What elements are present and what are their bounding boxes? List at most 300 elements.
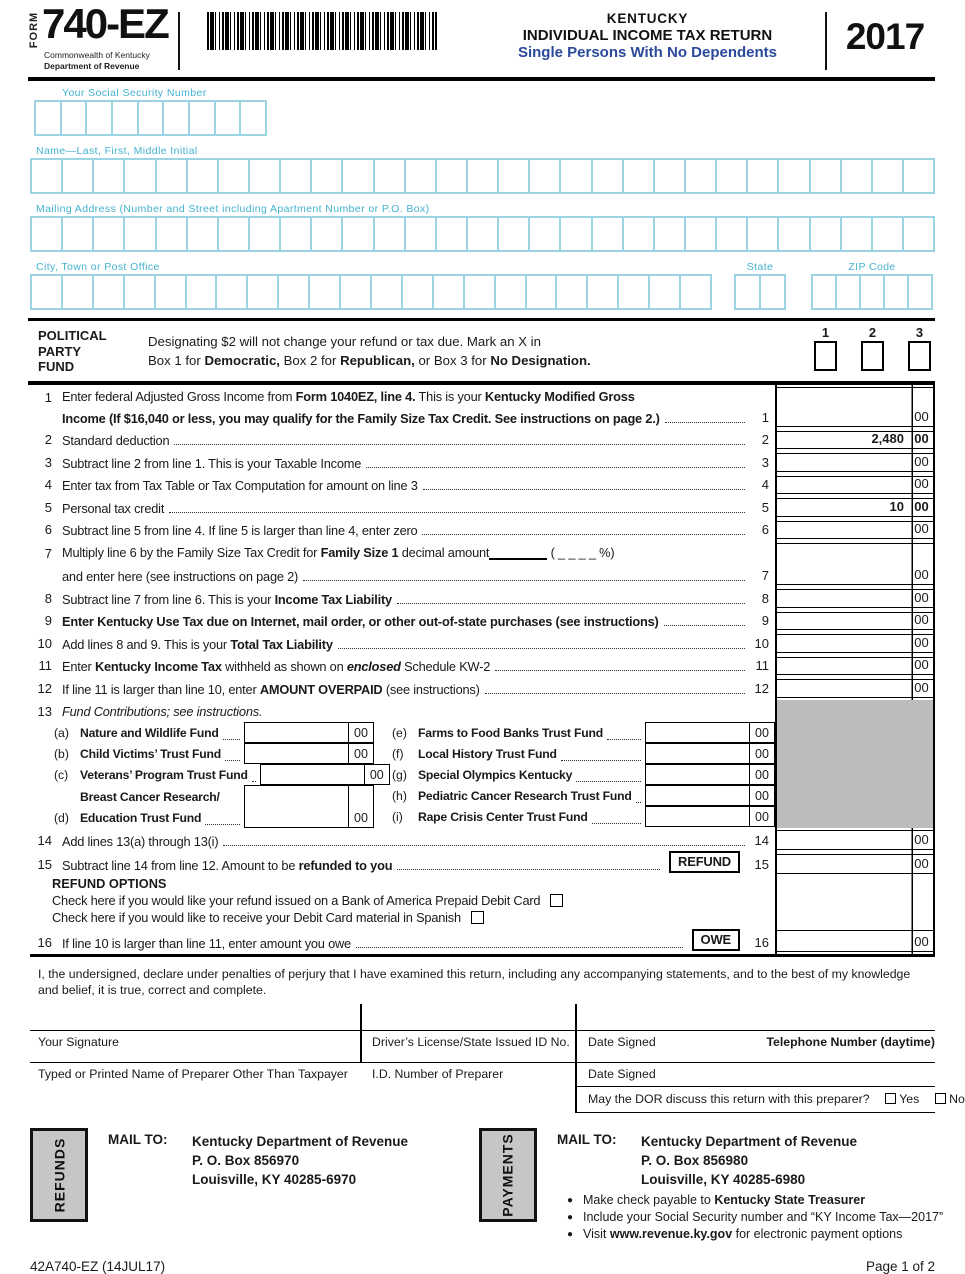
zip-box-cell[interactable] — [885, 276, 909, 308]
line-10-amount-field[interactable] — [777, 634, 933, 653]
line-9-dollars — [777, 627, 910, 629]
ssn-field-row — [30, 87, 935, 136]
address-box-cell[interactable] — [437, 218, 468, 250]
name-box-cell[interactable] — [468, 160, 499, 192]
city-box-cell[interactable] — [650, 276, 681, 308]
line-11-cents: 00 — [914, 657, 929, 672]
line-2-number-right: 2 — [761, 432, 769, 447]
line-5-text1: Personal tax credit — [62, 500, 165, 516]
dotted-leader — [485, 693, 745, 694]
line-7-number-left: 7 — [44, 546, 52, 561]
fund-amount-box — [645, 785, 775, 806]
line-1-number-left: 1 — [44, 389, 52, 405]
refunds-mailto-label: MAIL TO: — [108, 1131, 168, 1147]
address-box-cell[interactable] — [561, 218, 592, 250]
fund-item-c — [54, 764, 384, 785]
city-box-cell[interactable] — [217, 276, 248, 308]
state-label: State — [746, 260, 774, 273]
dor-yes-checkbox[interactable] — [885, 1093, 896, 1104]
dotted-leader — [225, 760, 240, 761]
line-14-text — [52, 828, 750, 852]
form-lines-table — [30, 385, 935, 957]
political-box-column — [814, 325, 837, 371]
payments-tab — [479, 1128, 537, 1222]
address-box-cell[interactable] — [468, 218, 499, 250]
address-box-grid — [30, 216, 935, 252]
fund-item-label: Special Olympics Kentucky — [418, 767, 573, 782]
political-box-number: 2 — [868, 325, 877, 340]
city-box-cell[interactable] — [63, 276, 94, 308]
fund-amount-field[interactable] — [245, 744, 348, 763]
refunds-mail-block — [30, 1128, 455, 1243]
line-14-amount-cell — [775, 828, 935, 852]
line-16-cents: 00 — [914, 933, 929, 949]
fund-amount-cents: 00 — [749, 786, 774, 805]
political-text-line1: Designating $2 will not change your refund or tax due. Mark an X in — [148, 334, 541, 349]
name-box-cell[interactable] — [125, 160, 156, 192]
fund-item-label: Rape Crisis Center Trust Fund — [418, 809, 588, 824]
city-box-cell[interactable] — [94, 276, 125, 308]
line-5-dollars: 10 — [889, 498, 904, 514]
political-box-number: 3 — [915, 325, 924, 340]
line-3-text1: Subtract line 2 from line 1. This is your Taxable Income — [62, 455, 362, 471]
fund-amount-field[interactable] — [646, 723, 749, 742]
date-signed-label[interactable]: Date Signed — [588, 1066, 656, 1081]
telephone-label[interactable]: Telephone Number (daytime) — [766, 1034, 935, 1049]
line-5-number-right: 5 — [761, 499, 769, 515]
form-vertical-label: FORM — [28, 11, 41, 49]
fund-item-letter: (b) — [54, 746, 69, 761]
refund-option-checkbox-1[interactable] — [550, 894, 563, 907]
state-box-cell[interactable] — [736, 276, 761, 308]
address-box-cell[interactable] — [188, 218, 219, 250]
fund-amount-box — [645, 743, 775, 764]
political-checkbox-1[interactable] — [814, 341, 837, 371]
ssn-box-cell[interactable] — [36, 102, 62, 134]
page-footer — [30, 1259, 935, 1274]
ssn-box-cell[interactable] — [216, 102, 242, 134]
line-4-number-left: 4 — [44, 477, 52, 492]
name-box-cell[interactable] — [717, 160, 748, 192]
name-box-cell[interactable] — [281, 160, 312, 192]
city-box-cell[interactable] — [32, 276, 63, 308]
line-2-amount-cell — [775, 429, 935, 452]
line-15-number-right: 15 — [754, 856, 769, 872]
name-box-cell[interactable] — [748, 160, 779, 192]
name-box-cell[interactable] — [343, 160, 374, 192]
fund-amount-field[interactable] — [245, 786, 348, 827]
line-1-cents: 00 — [914, 408, 929, 424]
line-15-text — [52, 852, 750, 876]
line-6-dollars — [777, 536, 910, 538]
address-box-cell[interactable] — [406, 218, 437, 250]
dotted-leader — [223, 739, 240, 740]
name-box-cell[interactable] — [873, 160, 904, 192]
payments-bullet-3 — [557, 1226, 943, 1243]
line-9-amount-field[interactable] — [777, 612, 933, 631]
address-box-cell[interactable] — [125, 218, 156, 250]
address-box-cell[interactable] — [842, 218, 873, 250]
line-7-cents: 00 — [914, 567, 929, 582]
fund-item-label: Child Victims’ Trust Fund — [80, 746, 222, 761]
separator-line — [28, 77, 935, 81]
line-11-number-left: 11 — [38, 658, 52, 673]
line-7-amount-cell — [775, 541, 935, 587]
signature-rule — [30, 1030, 935, 1032]
zip-box-cell[interactable] — [813, 276, 837, 308]
address-box-cell[interactable] — [312, 218, 343, 250]
city-box-cell[interactable] — [465, 276, 496, 308]
address-box-cell[interactable] — [593, 218, 624, 250]
dotted-leader — [665, 422, 745, 423]
form-line-7 — [30, 541, 935, 587]
city-box-cell[interactable] — [588, 276, 619, 308]
signature-divider-vertical — [360, 1004, 362, 1062]
address-box-cell[interactable] — [655, 218, 686, 250]
line-14-amount-field[interactable] — [777, 830, 933, 850]
ssn-label: Your Social Security Number — [62, 86, 207, 99]
fund-item-label: Farms to Food Banks Trust Fund — [418, 725, 603, 740]
fund-item-letter: (i) — [392, 809, 403, 824]
line-4-amount-cell — [775, 474, 935, 497]
refund-option-checkbox-2[interactable] — [471, 911, 484, 924]
city-box-cell[interactable] — [279, 276, 310, 308]
address-box-cell[interactable] — [811, 218, 842, 250]
line-2-amount-field[interactable] — [777, 431, 933, 450]
line-4-text1: Enter tax from Tax Table or Tax Computation for amount on line 3 — [62, 478, 418, 493]
your-signature-label[interactable]: Your Signature — [38, 1034, 119, 1049]
address-box-cell[interactable] — [499, 218, 530, 250]
line-15-text1: Subtract line 14 from line 12. Amount to be refunded to you — [62, 857, 393, 873]
zip-box-cell[interactable] — [837, 276, 861, 308]
zip-box-cell[interactable] — [909, 276, 931, 308]
line-12-amount-field[interactable] — [777, 679, 933, 698]
line-10-text — [52, 632, 750, 655]
header-divider-left — [178, 12, 180, 70]
fund-item-label: Nature and Wildlife Fund — [80, 725, 219, 740]
address-box-cell[interactable] — [904, 218, 933, 250]
title-state: KENTUCKY — [606, 11, 689, 26]
form-line-11 — [30, 655, 935, 678]
line-2-dollars: 2,480 — [871, 431, 904, 446]
name-box-cell[interactable] — [94, 160, 125, 192]
payments-bullet-2 — [557, 1209, 943, 1226]
dotted-leader — [423, 489, 745, 490]
line-7-amount-field[interactable] — [777, 543, 933, 585]
line-1-amount-field[interactable] — [777, 387, 933, 427]
fund-item-d — [54, 785, 374, 828]
line-12-number-left: 12 — [37, 680, 52, 696]
line-10-number-left: 10 — [37, 635, 52, 651]
city-box-cell[interactable] — [156, 276, 187, 308]
line-14-number-right: 14 — [754, 832, 769, 848]
bullet-icon: ● — [566, 1194, 574, 1206]
payments-bullet-1 — [557, 1192, 943, 1209]
line-9-amount-cell — [775, 610, 935, 633]
fund-item-b — [54, 743, 374, 764]
city-box-cell[interactable] — [527, 276, 558, 308]
barcode — [207, 12, 437, 50]
line-3-number-right: 3 — [761, 454, 769, 470]
name-box-cell[interactable] — [686, 160, 717, 192]
address-box-cell[interactable] — [748, 218, 779, 250]
name-box-cell[interactable] — [842, 160, 873, 192]
line-13-number-left: 13 — [37, 703, 52, 719]
name-box-cell[interactable] — [437, 160, 468, 192]
line-4-number-right: 4 — [761, 477, 769, 492]
address-box-cell[interactable] — [873, 218, 904, 250]
ssn-box-cell[interactable] — [87, 102, 113, 134]
refunds-mail-info — [88, 1128, 408, 1243]
fund-item-e — [392, 722, 775, 743]
name-box-cell[interactable] — [219, 160, 250, 192]
separator-line — [28, 318, 935, 322]
payments-bullets — [557, 1192, 943, 1243]
owe-tag: OWE — [692, 929, 740, 951]
form-line-12 — [30, 677, 935, 700]
dotted-leader — [664, 625, 745, 626]
name-box-cell[interactable] — [811, 160, 842, 192]
name-box-cell[interactable] — [624, 160, 655, 192]
name-box-cell[interactable] — [406, 160, 437, 192]
payments-address-line: P. O. Box 856980 — [641, 1152, 749, 1168]
fund-item-letter: (e) — [392, 725, 407, 740]
tax-year: 2017 — [845, 16, 925, 57]
line-8-amount-field[interactable] — [777, 589, 933, 608]
signature-rule — [575, 1112, 935, 1114]
name-box-cell[interactable] — [375, 160, 406, 192]
name-box-cell[interactable] — [593, 160, 624, 192]
line-16-number-left: 16 — [37, 934, 52, 950]
address-box-cell[interactable] — [686, 218, 717, 250]
dor-no-checkbox[interactable] — [935, 1093, 946, 1104]
city-box-cell[interactable] — [496, 276, 527, 308]
line-4-amount-field[interactable] — [777, 476, 933, 495]
refund-options-block — [30, 876, 935, 928]
line-11-number-right: 11 — [755, 658, 769, 673]
title-subtitle: Single Persons With No Dependents — [517, 44, 778, 61]
perjury-declaration: I, the undersigned, declare under penalties of perjury that I have examined this return, including any accompanying statements, and to the best of my knowledge and belief, it is true, correct and complete. — [38, 966, 911, 997]
address-box-cell[interactable] — [219, 218, 250, 250]
payments-mail-block — [479, 1128, 943, 1243]
name-box-cell[interactable] — [32, 160, 63, 192]
line-16-amount-field[interactable] — [777, 930, 933, 952]
ssn-box-cell[interactable] — [113, 102, 139, 134]
city-box-cell[interactable] — [372, 276, 403, 308]
name-field-row — [30, 145, 935, 194]
city-box-cell[interactable] — [187, 276, 218, 308]
agency-line2: Department of Revenue — [44, 61, 140, 71]
fund-item-letter: (a) — [54, 725, 69, 740]
line-10-number-right: 10 — [754, 635, 769, 651]
line-14-cents: 00 — [914, 831, 929, 847]
dotted-leader — [205, 824, 240, 825]
line-11-text1: Enter Kentucky Income Tax withheld as shown on enclosed Schedule KW-2 — [62, 659, 491, 674]
line-15-dollars — [777, 871, 910, 873]
line-8-number-left: 8 — [44, 590, 52, 606]
name-box-cell[interactable] — [530, 160, 561, 192]
address-box-cell[interactable] — [63, 218, 94, 250]
city-box-cell[interactable] — [619, 276, 650, 308]
shaded-amount-cell — [775, 700, 935, 722]
name-box-cell[interactable] — [561, 160, 592, 192]
name-box-cell[interactable] — [655, 160, 686, 192]
identification-fields — [30, 87, 935, 310]
payments-address — [629, 1132, 857, 1189]
line-11-amount-field[interactable] — [777, 657, 933, 676]
zip-box-grid — [811, 274, 933, 310]
name-box-cell[interactable] — [312, 160, 343, 192]
line-5-amount-field[interactable] — [777, 498, 933, 517]
city-box-cell[interactable] — [434, 276, 465, 308]
line-15-amount-cell — [775, 852, 935, 876]
date-signed-label[interactable]: Date Signed — [588, 1034, 656, 1049]
line-16-text — [52, 928, 750, 954]
dotted-leader — [223, 845, 745, 846]
address-box-cell[interactable] — [530, 218, 561, 250]
state-box-cell[interactable] — [761, 276, 784, 308]
ssn-box-cell[interactable] — [241, 102, 265, 134]
ssn-box-cell[interactable] — [190, 102, 216, 134]
fund-amount-box — [645, 764, 775, 785]
address-box-cell[interactable] — [32, 218, 63, 250]
fund-amount-field[interactable] — [261, 765, 364, 784]
address-box-cell[interactable] — [717, 218, 748, 250]
address-box-cell[interactable] — [157, 218, 188, 250]
line-4-dollars — [777, 491, 910, 493]
preparer-name-label[interactable]: Typed or Printed Name of Preparer Other Than Taxpayer — [38, 1066, 348, 1081]
preparer-id-label[interactable]: I.D. Number of Preparer — [372, 1066, 504, 1081]
line-15-cents: 00 — [914, 855, 929, 871]
fund-amount-field[interactable] — [646, 765, 749, 784]
city-box-cell[interactable] — [341, 276, 372, 308]
line-10-cents: 00 — [914, 634, 929, 650]
line-8-dollars — [777, 605, 910, 607]
fund-columns — [30, 722, 775, 828]
form-revision-code: 42A740-EZ (14JUL17) — [30, 1258, 166, 1274]
fund-amount-field[interactable] — [646, 807, 749, 826]
address-box-cell[interactable] — [94, 218, 125, 250]
payments-mailto-label: MAIL TO: — [557, 1131, 617, 1147]
fund-item-h — [392, 785, 775, 806]
city-state-zip-row — [30, 261, 935, 310]
fund-amount-field[interactable] — [646, 744, 749, 763]
drivers-license-label[interactable]: Driver’s License/State Issued ID No. — [372, 1034, 570, 1049]
city-state-zip-labels — [30, 261, 935, 274]
refund-option-2: Check here if you would like to receive your Debit Card material in Spanish — [52, 909, 750, 926]
dotted-leader — [366, 467, 745, 468]
line-3-amount-field[interactable] — [777, 453, 933, 472]
fund-item-a — [54, 722, 374, 743]
title-return-type: INDIVIDUAL INCOME TAX RETURN — [522, 27, 773, 44]
dotted-leader — [636, 802, 641, 803]
line-7-number-right: 7 — [761, 568, 769, 583]
line-12-cents: 00 — [914, 679, 929, 695]
ssn-box-cell[interactable] — [62, 102, 88, 134]
form-line-8 — [30, 587, 935, 610]
ssn-box-cell[interactable] — [164, 102, 190, 134]
city-box-cell[interactable] — [681, 276, 710, 308]
line-14-number-left: 14 — [37, 832, 52, 848]
line-5-text — [52, 496, 750, 519]
address-box-cell[interactable] — [250, 218, 281, 250]
address-box-cell[interactable] — [375, 218, 406, 250]
address-box-cell[interactable] — [281, 218, 312, 250]
address-box-cell[interactable] — [624, 218, 655, 250]
refunds-tab — [30, 1128, 88, 1222]
line-6-text — [52, 519, 750, 542]
line-13-text — [52, 700, 750, 722]
fund-amount-cents: 00 — [348, 744, 373, 763]
name-box-cell[interactable] — [904, 160, 933, 192]
refund-options-heading: REFUND OPTIONS — [52, 875, 167, 891]
name-box-cell[interactable] — [499, 160, 530, 192]
political-checkbox-2[interactable] — [861, 341, 884, 371]
name-label: Name—Last, First, Middle Initial — [36, 144, 198, 157]
line-1-amount-cell — [775, 385, 935, 429]
address-box-cell[interactable] — [343, 218, 374, 250]
city-box-cell[interactable] — [403, 276, 434, 308]
name-box-cell[interactable] — [157, 160, 188, 192]
political-heading-line: POLITICAL — [38, 328, 107, 343]
city-box-cell[interactable] — [557, 276, 588, 308]
name-box-cell[interactable] — [250, 160, 281, 192]
fund-item-label: Breast Cancer Research/ — [80, 789, 220, 804]
agency-line1: Commonwealth of Kentucky — [44, 50, 150, 60]
political-checkbox-3[interactable] — [908, 341, 931, 371]
line-14-text1: Add lines 13(a) through 13(i) — [62, 833, 219, 849]
shaded-amount-cell — [775, 722, 935, 828]
city-box-cell[interactable] — [125, 276, 156, 308]
line-6-amount-field[interactable] — [777, 521, 933, 540]
bullet-icon: ● — [566, 1211, 574, 1223]
fund-amount-field[interactable] — [245, 723, 348, 742]
name-box-cell[interactable] — [63, 160, 94, 192]
fund-amount-cents: 00 — [364, 765, 389, 784]
zip-box-cell[interactable] — [861, 276, 885, 308]
spacer — [30, 924, 52, 928]
fill-in-blank[interactable] — [489, 548, 547, 560]
address-box-cell[interactable] — [779, 218, 810, 250]
form-line-15 — [30, 852, 935, 876]
refund-option-1: Check here if you would like your refund issued on a Bank of America Prepaid Debit Card — [52, 892, 750, 909]
dor-discuss-question: May the DOR discuss this return with this preparer? — [588, 1091, 870, 1106]
dotted-leader — [252, 781, 256, 782]
form-line-10 — [30, 632, 935, 655]
name-box-cell[interactable] — [188, 160, 219, 192]
name-box-cell[interactable] — [779, 160, 810, 192]
line-15-amount-field[interactable] — [777, 854, 933, 874]
city-box-cell[interactable] — [248, 276, 279, 308]
dotted-leader — [576, 781, 641, 782]
line-4-text — [52, 474, 750, 497]
line-6-text1: Subtract line 5 from line 4. If line 5 is larger than line 4, enter zero — [62, 523, 418, 538]
fund-amount-field[interactable] — [646, 786, 749, 805]
form-line-14 — [30, 828, 935, 852]
zip-label: ZIP Code — [848, 260, 896, 273]
line-6-amount-cell — [775, 519, 935, 542]
line-9-text1: Enter Kentucky Use Tax due on Internet, mail order, or other out-of-state purchases (see instructions) — [62, 614, 659, 629]
dotted-leader — [561, 760, 641, 761]
line-3-dollars — [777, 469, 910, 471]
ssn-box-cell[interactable] — [139, 102, 165, 134]
payments-mail-info — [537, 1128, 943, 1243]
city-box-cell[interactable] — [310, 276, 341, 308]
line-3-text — [52, 451, 750, 474]
line-12-amount-cell — [775, 677, 935, 700]
dotted-leader — [338, 648, 745, 649]
refunds-address-line: P. O. Box 856970 — [192, 1152, 300, 1168]
